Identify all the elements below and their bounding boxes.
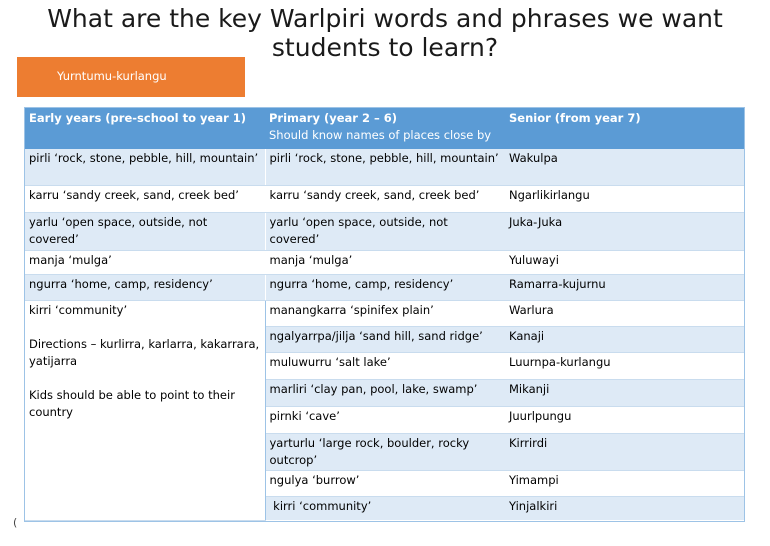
cell-primary: muluwurru ‘salt lake’ [265, 352, 505, 379]
cell-senior: Kanaji [505, 326, 744, 352]
cell-senior: Warlura [505, 300, 744, 326]
slide-title [0, 4, 770, 62]
header-primary-subtitle: Should know names of places close by [269, 128, 492, 142]
table-row [25, 300, 744, 326]
title-line-2: students to learn? [271, 33, 499, 62]
cell-primary: yarturlu ‘large rock, boulder, rocky outcrop’ [265, 433, 505, 470]
cell-early-years: ngurra ‘home, camp, residency’ [25, 274, 265, 300]
cell-primary: karru ‘sandy creek, sand, creek bed’ [265, 185, 505, 212]
vocabulary-table-container [24, 107, 745, 522]
cell-early-years: yarlu ‘open space, outside, not covered’ [25, 212, 265, 250]
cell-senior: Ngarlikirlangu [505, 185, 744, 212]
cell-early-years: pirli ‘rock, stone, pebble, hill, mountain’ [25, 149, 265, 185]
table-row [25, 274, 744, 300]
cell-senior: Kirrirdi [505, 433, 744, 470]
cell-primary: yarlu ‘open space, outside, not covered’ [265, 212, 505, 250]
cell-senior: Luurnpa-kurlangu [505, 352, 744, 379]
cell-senior: Wakulpa [505, 149, 744, 185]
location-tag-label: Yurntumu-kurlangu [57, 69, 167, 83]
cell-primary: manja ‘mulga’ [265, 250, 505, 274]
header-primary: Primary (year 2 – 6) Should know names of places close by [265, 108, 505, 149]
table-row [25, 250, 744, 274]
header-senior: Senior (from year 7) [505, 108, 744, 149]
merged-line-directions: Directions – kurlirra, karlarra, kakarrara, yatijarra [29, 336, 260, 368]
cell-primary: marliri ‘clay pan, pool, lake, swamp’ [265, 379, 505, 406]
cell-early-years-merged [25, 300, 265, 520]
cell-primary: ngurra ‘home, camp, residency’ [265, 274, 505, 300]
cell-senior: Yuluwayi [505, 250, 744, 274]
table-row [25, 212, 744, 250]
cell-early-years: karru ‘sandy creek, sand, creek bed’ [25, 185, 265, 212]
cell-senior: Yimampi [505, 470, 744, 496]
cell-primary: manangkarra ‘spinifex plain’ [265, 300, 505, 326]
cell-senior: Juka-Juka [505, 212, 744, 250]
merged-line-community: kirri ‘community’ [29, 302, 128, 317]
cell-primary: kirri ‘community’ [265, 496, 505, 520]
cell-senior: Yinjalkiri [505, 496, 744, 520]
cell-primary: ngulya ‘burrow’ [265, 470, 505, 496]
cell-senior: Mikanji [505, 379, 744, 406]
cell-senior: Ramarra-kujurnu [505, 274, 744, 300]
cell-early-years: manja ‘mulga’ [25, 250, 265, 274]
title-line-1: What are the key Warlpiri words and phrases we want [47, 4, 723, 33]
corner-mark: ( [13, 516, 18, 529]
table-row [25, 149, 744, 185]
cell-primary: pirli ‘rock, stone, pebble, hill, mountain’ [265, 149, 505, 185]
location-tag [17, 57, 245, 97]
merged-line-country: Kids should be able to point to their country [29, 387, 235, 419]
vocabulary-table [25, 108, 744, 521]
table-header-row [25, 108, 744, 149]
table-row [25, 185, 744, 212]
header-early-years: Early years (pre-school to year 1) [25, 108, 265, 149]
cell-senior: Juurlpungu [505, 406, 744, 433]
cell-primary: ngalyarrpa/jilja ‘sand hill, sand ridge’ [265, 326, 505, 352]
cell-primary: pirnki ‘cave’ [265, 406, 505, 433]
